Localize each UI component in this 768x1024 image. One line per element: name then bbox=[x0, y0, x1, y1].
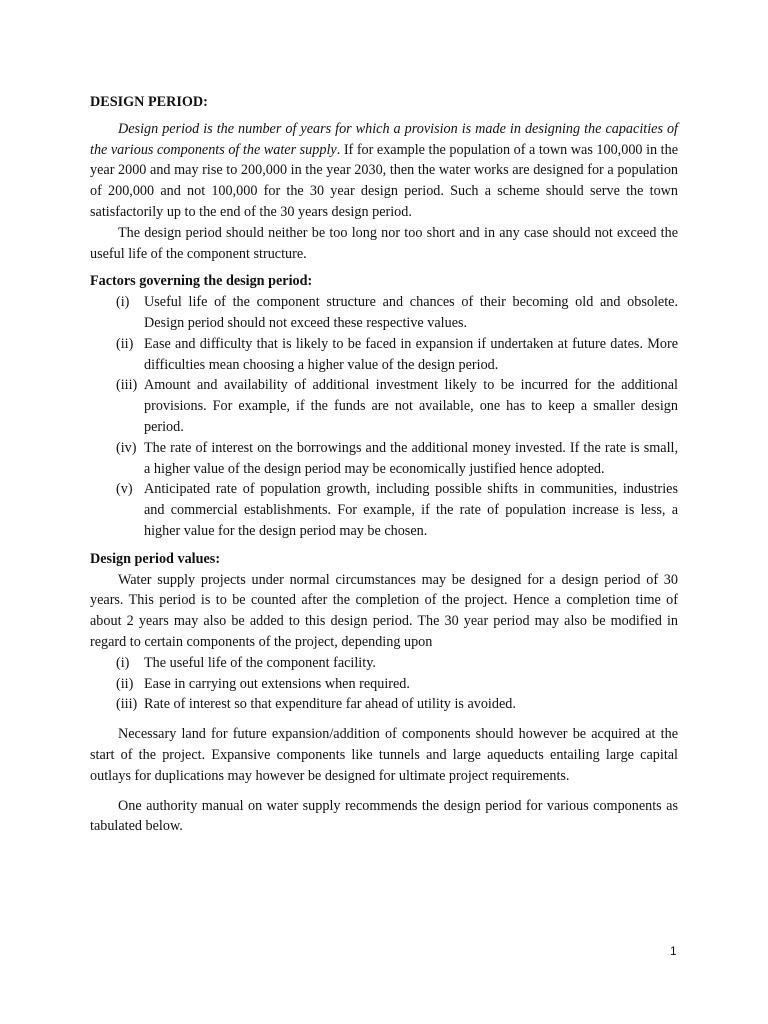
definition-paragraph bbox=[90, 119, 678, 223]
list-item bbox=[90, 375, 678, 437]
item-text: The rate of interest on the borrowings and the additional money invested. If the rate is small, a higher value of the design period may be economically justified hence adopted. bbox=[144, 439, 678, 477]
list-item bbox=[90, 292, 678, 334]
list-item bbox=[90, 653, 678, 674]
item-text: Ease in carrying out extensions when required. bbox=[144, 675, 410, 692]
page-number: 1 bbox=[670, 944, 677, 958]
item-text: Useful life of the component structure and chances of their becoming old and obsolete. Design period should not exceed these respective values. bbox=[144, 294, 678, 331]
values-paragraph: Water supply projects under normal circumstances may be designed for a design period of 30 years. This period is to be counted after the completion of the project. Hence a completion time of about 2 years may also be added to this design period. The 30 year period may also be modified in regard to certain components of the project, depending upon bbox=[90, 571, 678, 650]
factors-heading: Factors governing the design period: bbox=[90, 273, 313, 290]
factors-list bbox=[90, 292, 678, 542]
limit-paragraph: The design period should neither be too long nor too short and in any case should not exceed the useful life of the component structure. bbox=[90, 224, 678, 262]
definition-italic: Design period is the number of years for which a provision is made in designing the capacities of the various components of the water supply bbox=[90, 120, 678, 158]
item-number: (ii) bbox=[116, 675, 134, 692]
item-text: Ease and difficulty that is likely to be faced in expansion if undertaken at future dates. More difficulties mean choosing a higher value of the design period. bbox=[144, 335, 678, 373]
list-item bbox=[90, 674, 678, 695]
item-text: Anticipated rate of population growth, including possible shifts in communities, industries and commercial establishments. For example, if the rate of population increase is less, a higher value for the design period may be chosen. bbox=[144, 481, 678, 539]
item-number: (ii) bbox=[116, 335, 134, 352]
item-text: The useful life of the component facility. bbox=[144, 654, 376, 671]
list-item bbox=[90, 438, 678, 480]
item-text: Rate of interest so that expenditure far ahead of utility is avoided. bbox=[144, 696, 516, 713]
item-number: (v) bbox=[116, 481, 133, 498]
list-item bbox=[90, 694, 678, 715]
land-paragraph: Necessary land for future expansion/addition of components should however be acquired at the start of the project. Expansive components like tunnels and large aqueducts entailing large capital outlays for duplications may however be designed for ultimate project requirements. bbox=[90, 726, 678, 784]
document-page bbox=[90, 92, 678, 837]
list-item bbox=[90, 334, 678, 376]
item-number: (iv) bbox=[116, 439, 137, 456]
item-number: (i) bbox=[116, 654, 130, 671]
item-number: (i) bbox=[116, 294, 130, 311]
values-heading: Design period values: bbox=[90, 550, 221, 567]
manual-paragraph: One authority manual on water supply recommends the design period for various components as tabulated below. bbox=[90, 797, 678, 835]
item-text: Amount and availability of additional investment likely to be incurred for the additional provisions. For example, if the funds are not available, one has to keep a smaller design period. bbox=[144, 377, 678, 435]
item-number: (iii) bbox=[116, 696, 138, 713]
item-number: (iii) bbox=[116, 377, 138, 394]
list-item bbox=[90, 479, 678, 541]
page-title: DESIGN PERIOD: bbox=[90, 94, 208, 110]
values-list bbox=[90, 653, 678, 715]
definition-rest: . If for example the population of a town was 100,000 in the year 2000 and may rise to 200,000 in the year 2030, then the water works are designed for a population of 200,000 and not 100,000 for the 30 year design period. Such a scheme should serve the town satisfactorily up to the end of the 30 years design period. bbox=[90, 141, 678, 220]
